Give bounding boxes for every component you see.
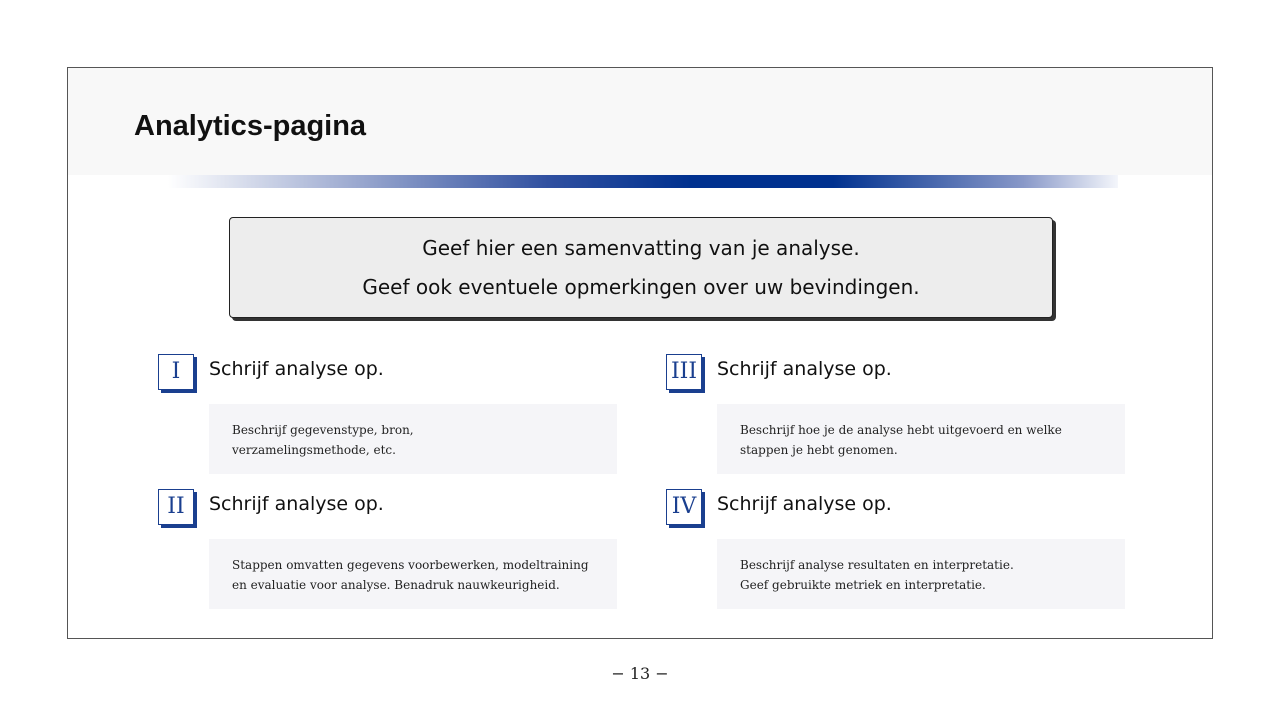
body-line: Beschrijf analyse resultaten en interpretatie. — [740, 558, 1014, 572]
gradient-divider — [168, 175, 1118, 188]
page-number: − 13 − — [611, 664, 669, 683]
slide — [67, 67, 1213, 639]
body-line: stappen je hebt genomen. — [740, 443, 898, 457]
section-heading: Schrijf analyse op. — [717, 493, 892, 515]
section-body — [717, 539, 1125, 609]
body-line: en evaluatie voor analyse. Benadruk nauwkeurigheid. — [232, 578, 560, 592]
section-number: IV — [666, 489, 702, 525]
section-heading: Schrijf analyse op. — [209, 358, 384, 380]
section-heading: Schrijf analyse op. — [209, 493, 384, 515]
slide-header — [68, 68, 1212, 175]
summary-line-1: Geef hier een samenvatting van je analyse. — [422, 236, 860, 260]
body-line: Beschrijf gegevenstype, bron, — [232, 423, 414, 437]
section-number: I — [158, 354, 194, 390]
page-title: Analytics-pagina — [134, 110, 367, 142]
body-line: Beschrijf hoe je de analyse hebt uitgevoerd en welke — [740, 423, 1062, 437]
section-number: II — [158, 489, 194, 525]
section-body — [717, 404, 1125, 474]
section-body — [209, 404, 617, 474]
summary-box — [229, 217, 1053, 318]
section-body — [209, 539, 617, 609]
body-line: verzamelingsmethode, etc. — [232, 443, 396, 457]
body-line: Geef gebruikte metriek en interpretatie. — [740, 578, 986, 592]
section-number: III — [666, 354, 702, 390]
section-heading: Schrijf analyse op. — [717, 358, 892, 380]
body-line: Stappen omvatten gegevens voorbewerken, modeltraining — [232, 558, 589, 572]
summary-line-2: Geef ook eventuele opmerkingen over uw bevindingen. — [362, 275, 920, 299]
